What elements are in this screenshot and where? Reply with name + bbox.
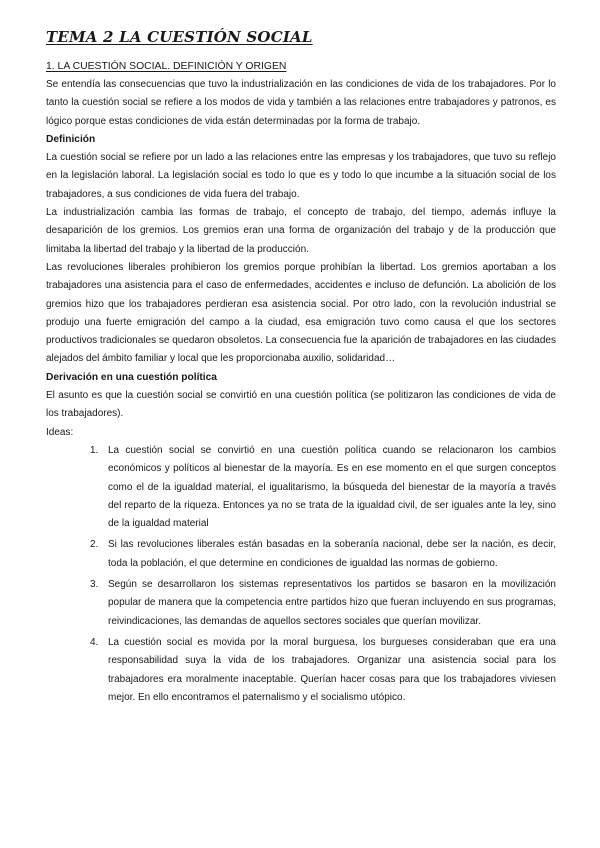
list-item-number: 4.: [90, 636, 99, 648]
ideas-list: [46, 442, 556, 707]
list-item-text: La cuestión social se convirtió en una cuestión política cuando se relacionaron los cambios económicos y políticos al bienestar de la mayoría. Es en ese momento en el que surgen conceptos como el de la igualdad material, el igualitarismo, la búsqueda del bienestar de la mayoría a través del reparto de la riqueza. Entonces ya no se trata de la igualdad civil, de ser iguales ante la ley, sino de la igualdad material: [108, 444, 556, 530]
intro-paragraph: Se entendía las consecuencias que tuvo la industrialización en las condiciones de vida de los trabajadores. Por lo tanto la cuestión social se refiere a los modos de vida y también a las relaciones entre trabajadores y patronos, es lógico porque estas condiciones de vida están determinadas por la forma de trabajo.: [46, 79, 556, 127]
definicion-paragraph-1: La cuestión social se refiere por un lado a las relaciones entre las empresas y los trabajadores, que tuvo su reflejo en la legislación laboral. La legislación social es todo lo que es y todo lo que incumbe a la situación social de los trabajadores, a sus condiciones de vida fuera del trabajo.: [46, 152, 556, 200]
definicion-paragraph-3: Las revoluciones liberales prohibieron los gremios porque prohibían la libertad. Los gremios aportaban a los trabajadores una asistencia para el caso de enfermedades, accidentes e incluso de defunción. La abolición de los gremios hizo que los trabajadores perdieran esa asistencia social. Por otro lado, con la revolución industrial se produjo una fuerte emigración del campo a la ciudad, esa emigración tuvo como causa el que los sectores productivos tradicionales se quedaron obsoletos. La consecuencia fue la aparición de trabajadores en las ciudades alejados del ámbito familiar y local que les proporcionaba auxilio, solidaridad…: [46, 261, 556, 365]
definicion-heading: Definición: [46, 133, 96, 145]
list-item: [90, 634, 556, 707]
derivacion-heading: Derivación en una cuestión política: [46, 371, 217, 383]
list-item-text: Si las revoluciones liberales están basadas en la soberanía nacional, debe ser la nación, es decir, toda la población, el que determine en condiciones de igualdad las normas de gobierno.: [108, 539, 556, 569]
ideas-label: Ideas:: [46, 426, 74, 438]
list-item: [90, 442, 556, 533]
section-heading: 1. LA CUESTIÓN SOCIAL. DEFINICIÓN Y ORIGEN: [46, 61, 287, 72]
list-item-number: 1.: [90, 444, 99, 456]
list-item-number: 3.: [90, 579, 99, 591]
list-item-number: 2.: [90, 539, 99, 551]
list-item-text: Según se desarrollaron los sistemas representativos los partidos se basaron en la movilización popular de manera que la competencia entre partidos hizo que fueran incluyendo en sus programas, reivindicaciones, las demandas de aquellos sectores sociales que querían movilizar.: [108, 579, 556, 627]
derivacion-paragraph: El asunto es que la cuestión social se convirtió en una cuestión política (se politizaron las condiciones de vida de los trabajadores).: [46, 390, 556, 420]
list-item: [90, 536, 556, 573]
document-title: TEMA 2 LA CUESTIÓN SOCIAL: [46, 28, 313, 46]
list-item: [90, 576, 556, 631]
definicion-paragraph-2: La industrialización cambia las formas de trabajo, el concepto de trabajo, del tiempo, además influye la desaparición de los gremios. Los gremios eran una forma de organización del trabajo y de la producción que limitaba la libertad del trabajo y la libertad de la producción.: [46, 207, 556, 255]
list-item-text: La cuestión social es movida por la moral burguesa, los burgueses consideraban que era una responsabilidad suya la vida de los trabajadores. Organizar una asistencia social para los trabajadores era moralmente inaceptable. Querían hacer cosas para que los trabajadores viviesen mejor. En ello encontramos el paternalismo y el socialismo utópico.: [108, 636, 556, 703]
